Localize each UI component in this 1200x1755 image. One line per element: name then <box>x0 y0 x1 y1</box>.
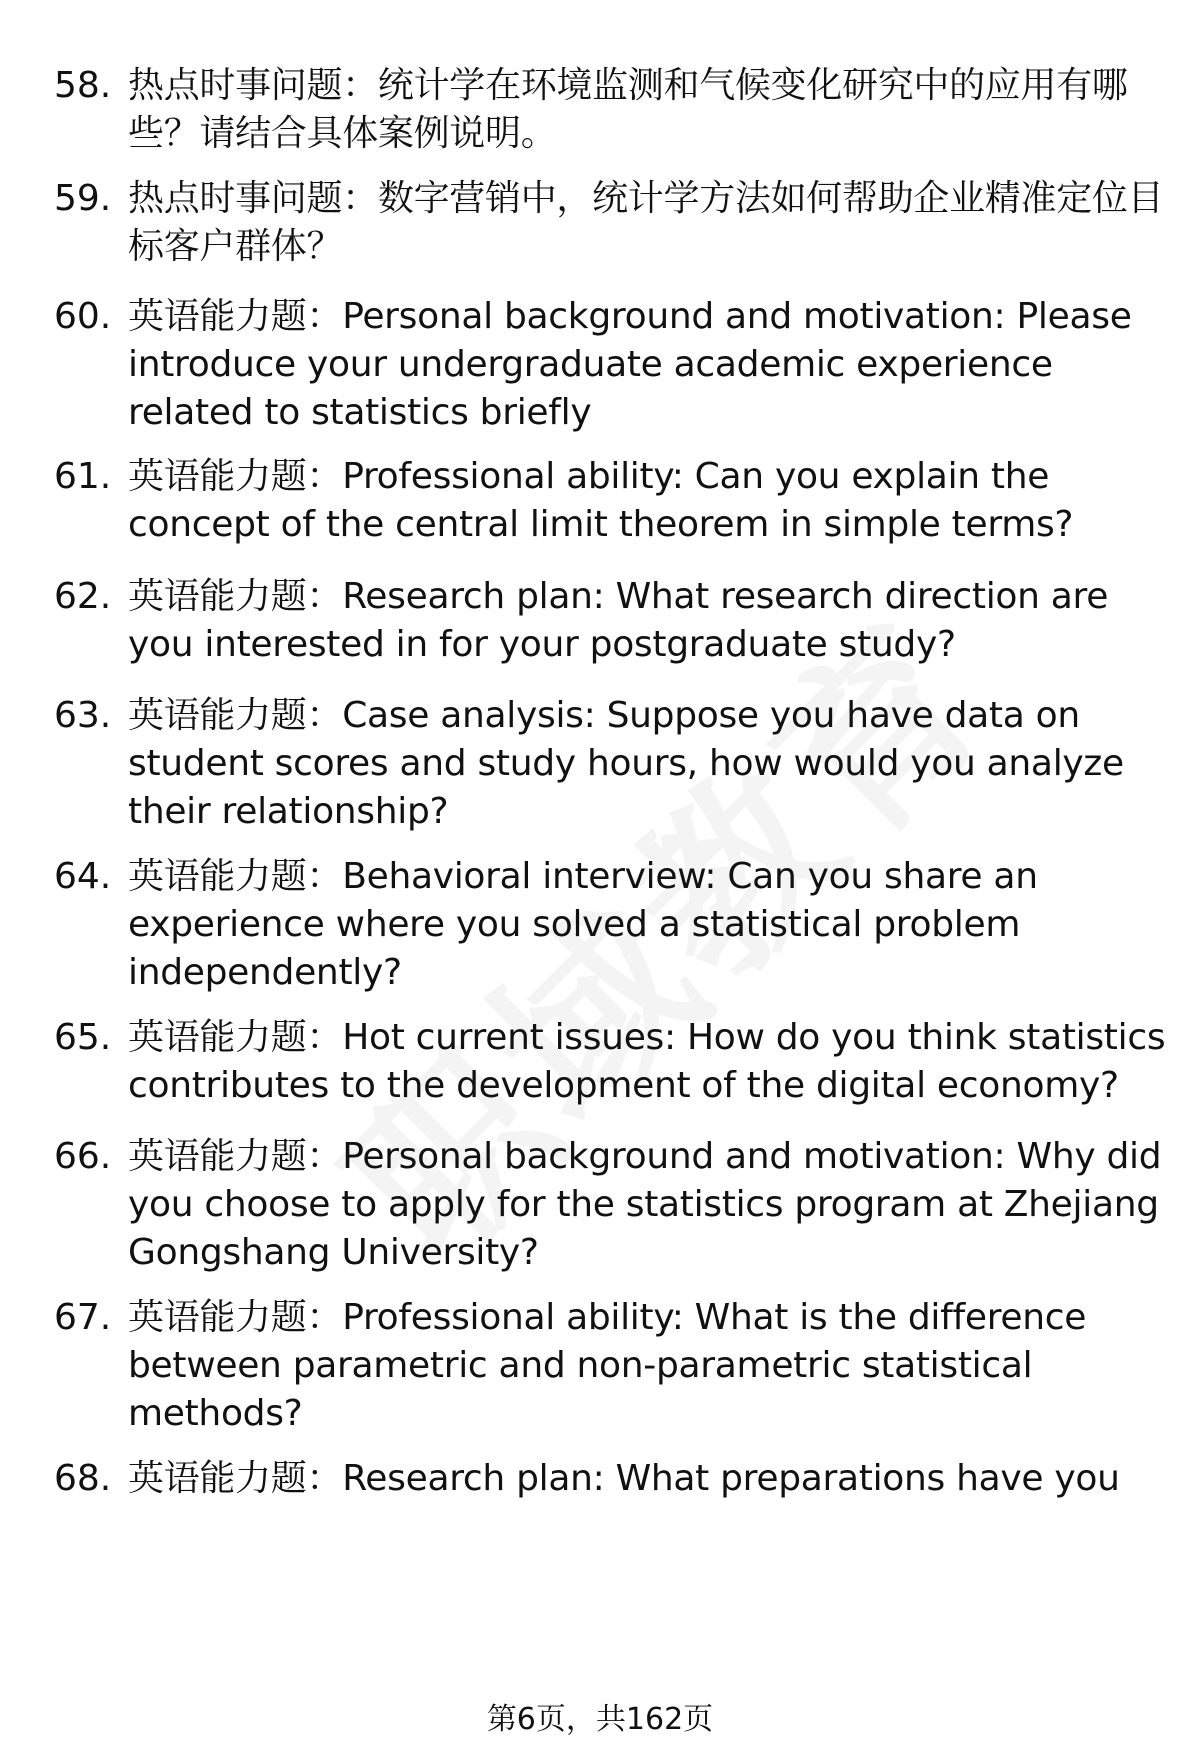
question-number: 66. <box>54 1136 112 1177</box>
question-text: 英语能力题：Professional ability: Can you explain the concept of the central limit theorem in simple terms? <box>128 456 1074 545</box>
question-number: 68. <box>54 1458 112 1499</box>
question-number: 61. <box>54 456 112 497</box>
question-number: 65. <box>54 1017 112 1058</box>
question-number: 64. <box>54 856 112 897</box>
question-number: 58. <box>54 65 112 106</box>
question-number: 67. <box>54 1297 112 1338</box>
question-number: 60. <box>54 296 112 337</box>
question-text: 英语能力题：Behavioral interview: Can you share an experience where you solved a statistical problem independently? <box>128 856 1038 993</box>
question-text: 热点时事问题：统计学在环境监测和气候变化研究中的应用有哪些？请结合具体案例说明。 <box>128 65 1128 154</box>
question-text: 英语能力题：Personal background and motivation: Why did you choose to apply for the statistics program at Zhejiang Gongshang University? <box>128 1136 1162 1273</box>
question-text: 英语能力题：Research plan: What preparations have you <box>128 1458 1120 1499</box>
question-text: 热点时事问题：数字营销中，统计学方法如何帮助企业精准定位目标客户群体？ <box>128 178 1164 267</box>
question-text: 英语能力题：Hot current issues: How do you think statistics contributes to the development of the digital economy? <box>128 1017 1166 1106</box>
question-text: 英语能力题：Research plan: What research direction are you interested in for your postgraduate study? <box>128 576 1109 665</box>
question-number: 62. <box>54 576 112 617</box>
question-text: 英语能力题：Case analysis: Suppose you have data on student scores and study hours, how would you analyze their relationship? <box>128 695 1124 832</box>
question-text: 英语能力题：Personal background and motivation: Please introduce your undergraduate academic experience related to statistics briefly <box>128 296 1132 433</box>
page-number-footer: 第6页，共162页 <box>486 1702 714 1737</box>
question-text: 英语能力题：Professional ability: What is the difference between parametric and non-parametric statistical methods? <box>128 1297 1087 1434</box>
question-number: 59. <box>54 178 112 219</box>
question-number: 63. <box>54 695 112 736</box>
